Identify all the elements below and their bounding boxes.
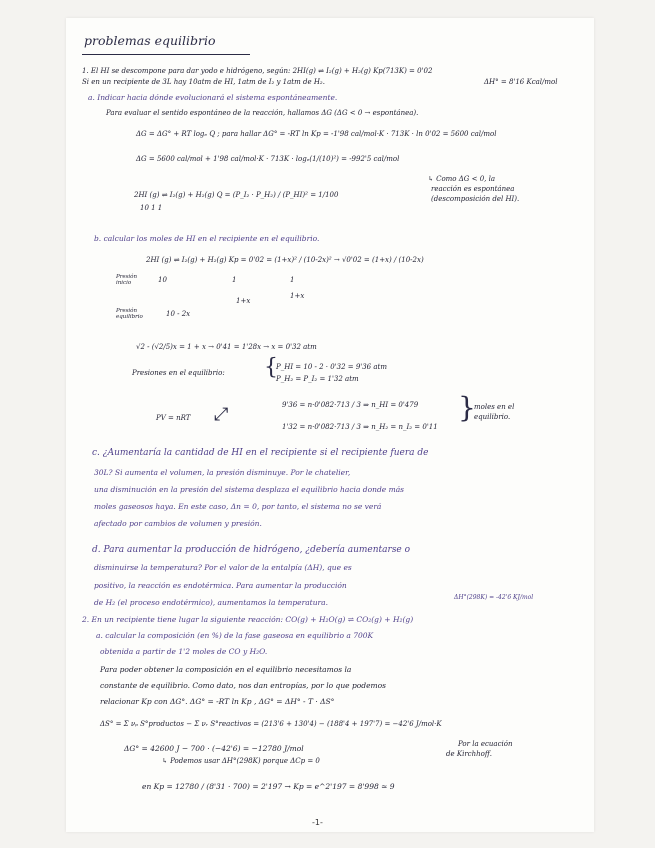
initial-hi: 10 [158,276,167,284]
answer-2a-2: constante de equilibrio. Como dato, nos dan entropías, por lo que podemos [100,681,387,690]
initial-h2: 1 [290,276,295,284]
question-1a: a. Indicar hacia dónde evolucionará el sistema espontáneamente. [88,93,338,102]
question-1c: c. ¿Aumentaría la cantidad de HI en el recipiente si el recipiente fuera de [92,448,429,458]
title-underline [82,54,250,55]
kirchhoff-note-1: Por la ecuación [458,740,513,748]
question-2a: a. calcular la composición (en %) de la fase gaseosa en equilibrio a 700K [96,631,374,640]
conclusion-1a-1: ↳ Como ΔG < 0, la [428,175,496,183]
problem-1-statement: 1. El HI se descompone para dar yodo e hidrógeno, según: 2HI(g) ⇌ I₂(g) + H₂(g) Kp(713K) = 0'02 [82,67,433,75]
ideal-gas-law: PV = nRT [156,414,191,422]
problem-2-statement: 2. En un recipiente tiene lugar la siguiente reacción: CO(g) + H₂O(g) ⇌ CO₂(g) + H₂(g) [82,615,414,624]
brace-pressures: { [264,355,278,380]
moles-label-1: moles en el [474,403,515,411]
answer-1d-3: de H₂ (el proceso endotérmico), aumentamos la temperatura. [94,598,328,607]
question-1d: d. Para aumentar la producción de hidrógeno, ¿debería aumentarse o [92,545,411,555]
equilibrium-i2: 1+x [236,297,251,305]
gibbs-calculation: ΔG° = 42600 J − 700 · (−42'6) = −12780 J/mol [124,744,304,753]
problem-1-statement-2: Si en un recipiente de 3L hay 10atm de HI, 1atm de I₂ y 1atm de H₂. [82,78,325,86]
moles-h2-i2: 1'32 = n·0'082·713 / 3 ⇒ n_H₂ = n_I₂ = 0'11 [282,423,438,431]
entropy-calculation: ΔS° = Σ νₚ S°productos − Σ νᵣ S°reactivos = (213'6 + 130'4) − (188'4 + 197'7) = −42'6 J/mol·K [100,720,442,728]
initial-pressures-1a: 10 1 1 [140,204,163,212]
kp-calculation: en Kp = 12780 / (8'31 · 700) = 2'197 → Kp = e^2'197 = 8'998 ≃ 9 [142,782,395,791]
page-number: -1- [312,818,323,827]
pressure-hi: P_HI = 10 - 2 · 0'32 = 9'36 atm [276,363,387,371]
kirchhoff-note-3: de Kirchhoff. [446,750,492,758]
text-1a-intro: Para evaluar el sentido espontáneo de la reacción, hallamos ΔG (ΔG < 0 → espontánea). [106,109,419,117]
equation-1a-dg-value: ΔG = 5600 cal/mol + 1'98 cal/mol·K · 713K · logₑ(1/(10)²) = -992'5 cal/mol [136,155,400,163]
pressure-h2-i2: P_H₂ = P_I₂ = 1'32 atm [276,375,359,383]
initial-i2: 1 [232,276,237,284]
label-eq-pressures: Presiones en el equilibrio: [132,369,225,377]
answer-2a-1: Para poder obtener la composición en el equilibrio necesitamos la [100,665,352,674]
equilibrium-h2: 1+x [290,292,305,300]
question-1b: b. calcular los moles de HI en el recipiente en el equilibrio. [94,234,320,243]
answer-1c-2: una disminución en la presión del sistema desplaza el equilibrio hacia donde más [94,485,405,494]
answer-1c-1: 30L? Si aumenta el volumen, la presión disminuye. Por le chatelier, [94,468,351,477]
page-title: problemas equilibrio [84,33,216,48]
answer-1c-3: moles gaseosos haya. En este caso, Δn = 0, por tanto, el sistema no se verá [94,502,382,511]
solve-x: √2 - (√2/5)x = 1 + x → 0'41 = 1'28x → x = 0'32 atm [136,343,317,351]
enthalpy-298k: ΔH°(298K) = -42'6 KJ/mol [454,594,534,601]
reaction-quotient: 2HI (g) ⇌ I₂(g) + H₂(g) Q = (P_I₂ · P_H₂) / (P_HI)² = 1/100 [134,191,339,199]
answer-1d-1: disminuirse la temperatura? Por el valor de la entalpía (ΔH), que es [94,563,352,572]
answer-1d-2: positivo, la reacción es endotérmica. Para aumentar la producción [94,581,347,590]
reaction-1b: 2HI (g) ⇌ I₂(g) + H₂(g) Kp = 0'02 = (1+x)² / (10-2x)² → √0'02 = (1+x) / (10-2x) [146,256,424,264]
equilibrium-hi: 10 - 2x [166,310,191,318]
moles-label-2: equilibrio. [474,413,511,421]
brace-moles: } [458,391,476,424]
kirchhoff-note-2: ↳ Podemos usar ΔH°(298K) porque ΔCp = 0 [162,757,320,765]
answer-2a-3: relacionar Kp con ΔG°. ΔG° = -RT ln Kp , ΔG° = ΔH° - T · ΔS° [100,697,335,706]
moles-hi: 9'36 = n·0'082·713 / 3 ⇒ n_HI = 0'479 [282,401,419,409]
answer-1c-4: afectado por cambios de volumen y presión. [94,519,262,528]
label-initial-pressure-2: inicio [116,280,132,286]
label-initial-pressure: Presión [116,274,138,280]
conclusion-1a-2: reacción es espontánea [431,185,515,193]
notebook-page [66,18,594,832]
branch-arrow-icon: ⤢ [214,404,229,425]
conclusion-1a-3: (descomposición del HI). [431,195,520,203]
label-eq-pressure: Presión [116,308,138,314]
equation-1a-dg: ΔG = ΔG° + RT logₑ Q ; para hallar ΔG° = -RT ln Kp = -1'98 cal/mol·K · 713K · ln 0'02 = 5600 cal/mol [136,130,497,138]
problem-1-enthalpy: ΔH° = 8'16 Kcal/mol [484,78,558,86]
question-2a-2: obtenida a partir de 1'2 moles de CO y H₂O. [100,647,268,656]
label-eq-pressure-2: equilibrio [116,314,143,320]
